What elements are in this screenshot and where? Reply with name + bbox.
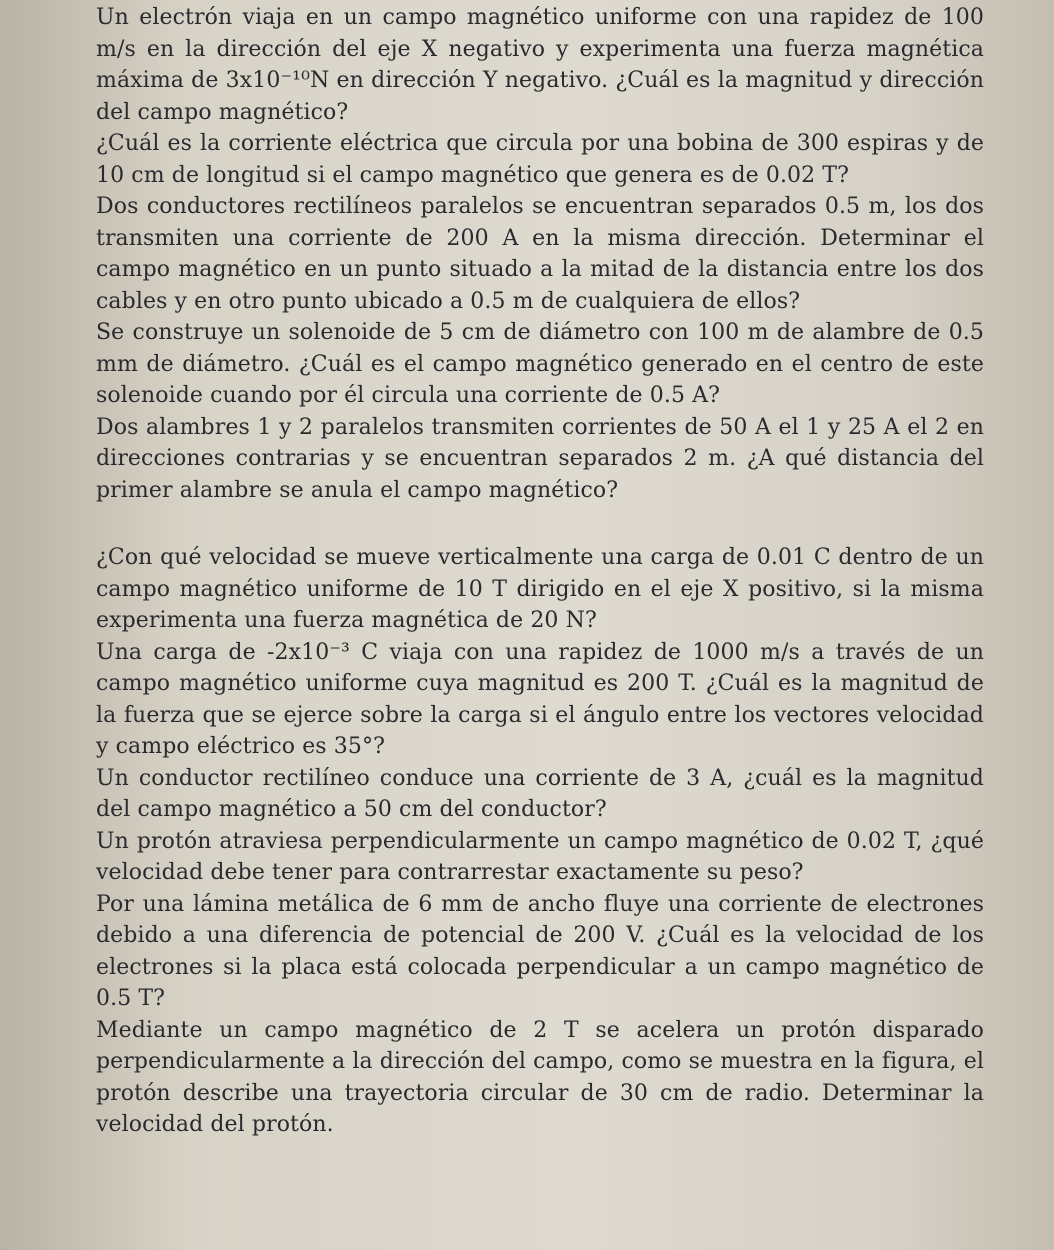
- blank-space: [96, 506, 984, 542]
- problem-3: Dos conductores rectilíneos paralelos se encuentran separados 0.5 m, los dos transmiten una corriente de 200 A en la misma dirección. Determinar el campo magnético en un punto situado a la mitad de la distancia entre los dos cables y en otro punto ubicado a 0.5 m de cualquiera de ellos?: [96, 194, 984, 314]
- problem-5: Dos alambres 1 y 2 paralelos transmiten corrientes de 50 A el 1 y 25 A el 2 en direcciones contrarias y se encuentran separados 2 m. ¿A qué distancia del primer alambre se anula el campo magnético?: [96, 414, 984, 503]
- problem-10: Por una lámina metálica de 6 mm de ancho fluye una corriente de electrones debido a una diferencia de potencial de 200 V. ¿Cuál es la velocidad de los electrones si la placa está colocada perpendicular a un campo magnético de 0.5 T?: [96, 891, 984, 1011]
- problem-9: Un protón atraviesa perpendicularmente un campo magnético de 0.02 T, ¿qué velocidad debe tener para contrarrestar exactamente su peso?: [96, 828, 984, 885]
- problem-6: ¿Con qué velocidad se mueve verticalmente una carga de 0.01 C dentro de un campo magnético uniforme de 10 T dirigido en el eje X positivo, si la misma experimenta una fuerza magnética de 20 N?: [96, 545, 984, 633]
- problem-4: Se construye un solenoide de 5 cm de diámetro con 100 m de alambre de 0.5 mm de diámetro. ¿Cuál es el campo magnético generado en el centro de este solenoide cuando por él circula una corriente de 0.5 A?: [96, 320, 984, 408]
- problem-8: Un conductor rectilíneo conduce una corriente de 3 A, ¿cuál es la magnitud del campo magnético a 50 cm del conductor?: [96, 765, 984, 822]
- problem-11: Mediante un campo magnético de 2 T se acelera un protón disparado perpendicularmente a la dirección del campo, como se muestra en la figura, el protón describe una trayectoria circular de 30 cm de radio. Determinar la velocidad del protón.: [96, 1017, 984, 1137]
- problem-1: Un electrón viaja en un campo magnético uniforme con una rapidez de 100 m/s en la dirección del eje X negativo y experimenta una fuerza magnética máxima de 3x10⁻¹⁰N en dirección Y negativo. ¿Cuál es la magnitud y dirección del campo magnético?: [96, 5, 984, 125]
- problem-2: ¿Cuál es la corriente eléctrica que circula por una bobina de 300 espiras y de 10 cm de longitud si el campo magnético que genera es de 0.02 T?: [96, 131, 984, 188]
- problem-7: Una carga de -2x10⁻³ C viaja con una rapidez de 1000 m/s a través de un campo magnético uniforme cuya magnitud es 200 T. ¿Cuál es la magnitud de la fuerza que se ejerce sobre la carga si el ángulo entre los vectores velocidad y campo eléctrico es 35°?: [96, 639, 984, 759]
